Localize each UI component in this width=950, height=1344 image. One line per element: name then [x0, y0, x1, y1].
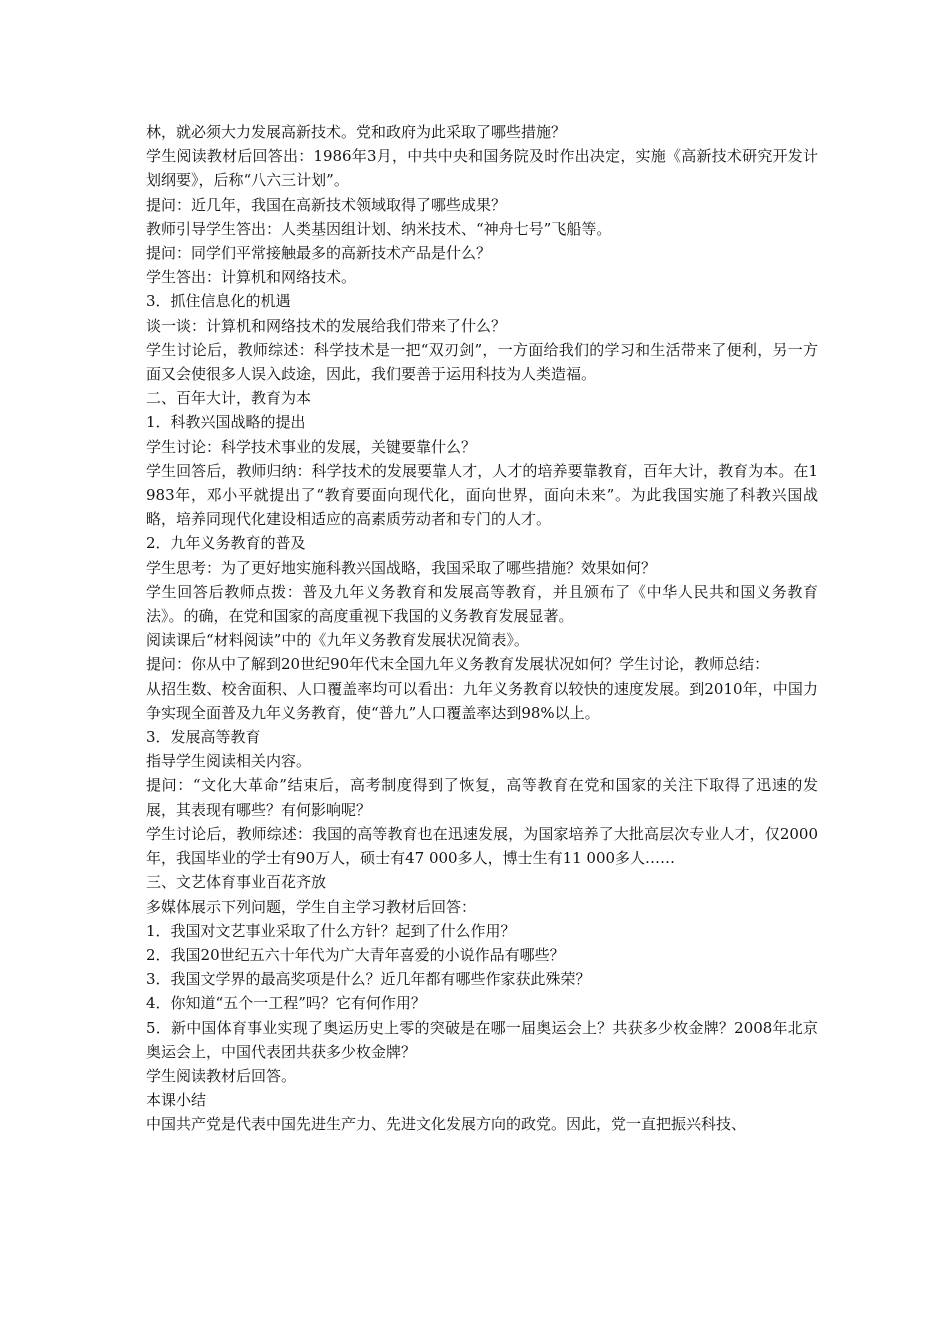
paragraph-18: 提问：你从中了解到20世纪90年代末全国九年义务教育发展状况如何？学生讨论，教师总结： — [146, 655, 770, 674]
summary-heading: 本课小结 — [146, 1091, 207, 1110]
paragraph-16: 学生回答后教师点拨：普及九年义务教育和发展高等教育，并且颁布了《中华人民共和国义务教育法》。的确，在党和国家的高度重视下我国的义务教育发展显著。 — [146, 582, 818, 626]
paragraph-2: 学生阅读教材后回答出：1986年3月，中共中央和国务院及时作出决定，实施《高新技术研究开发计划纲要》，后称“八六三计划”。 — [146, 147, 818, 190]
paragraph-25: 多媒体展示下列问题，学生自主学习教材后回答： — [146, 897, 477, 916]
paragraph-19: 从招生数、校舍面积、人口覆盖率均可以看出：九年义务教育以较快的速度发展。到2010年，中国力争实现全面普及九年义务教育，使“普九”人口覆盖率达到98%以上。 — [146, 679, 818, 722]
paragraph-13: 学生回答后，教师归纳：科学技术的发展要靠人才，人才的培养要靠教育，百年大计，教育为本。在1983年，邓小平就提出了“教育要面向现代化，面向世界，面向未来”。为此我国实施了科教兴国战略，培养同现代化建设相适应的高素质劳动者和专门的人才。 — [146, 461, 818, 529]
paragraph-1: 林，就必须大力发展高新技术。党和政府为此采取了哪些措施？ — [146, 123, 567, 141]
paragraph-5: 提问：同学们平常接触最多的高新技术产品是什么？ — [146, 244, 492, 263]
paragraph-17: 阅读课后“材料阅读”中的《九年义务教育发展状况简表》。 — [146, 631, 529, 650]
section-heading-3: 三、文艺体育事业百花齐放 — [146, 873, 327, 892]
question-2: 2．我国20世纪五六十年代为广大青年喜爱的小说作品有哪些？ — [146, 945, 565, 964]
section-heading-2: 二、百年大计，教育为本 — [146, 389, 312, 408]
section-heading-2-3: 3．发展高等教育 — [146, 728, 261, 747]
paragraph-6: 学生答出：计算机和网络技术。 — [146, 268, 357, 287]
paragraph-3: 提问：近几年，我国在高新技术领域取得了哪些成果？ — [146, 195, 507, 214]
section-heading-2-2: 2．九年义务教育的普及 — [146, 534, 306, 553]
paragraph-8: 谈一谈：计算机和网络技术的发展给我们带来了什么？ — [146, 316, 507, 335]
question-1: 1．我国对文艺事业采取了什么方针？起到了什么作用？ — [146, 921, 516, 940]
paragraph-9: 学生讨论后，教师综述：科学技术是一把“双刃剑”，一方面给我们的学习和生活带来了便利，另一方面又会使很多人误入歧途，因此，我们要善于运用科技为人类造福。 — [146, 340, 818, 384]
paragraph-23: 学生讨论后，教师综述：我国的高等教育也在迅速发展，为国家培养了大批高层次专业人才，仅2000年，我国毕业的学士有90万人，硕士有47 000多人，博士生有11 000多人…… — [146, 824, 818, 868]
question-3: 3．我国文学界的最高奖项是什么？近几年都有哪些作家获此殊荣？ — [146, 970, 591, 989]
paragraph-12: 学生讨论：科学技术事业的发展，关键要靠什么？ — [146, 437, 477, 456]
paragraph-33: 中国共产党是代表中国先进生产力、先进文化发展方向的政党。因此，党一直把振兴科技、 — [146, 1115, 747, 1134]
section-heading-2-1: 1．科教兴国战略的提出 — [146, 413, 306, 432]
question-5: 5．新中国体育事业实现了奥运历史上零的突破是在哪一届奥运会上？共获多少枚金牌？2008年北京奥运会上，中国代表团共获多少枚金牌？ — [146, 1018, 818, 1061]
paragraph-22: 提问：“文化大革命”结束后，高考制度得到了恢复，高等教育在党和国家的关注下取得了迅速的发展，其表现有哪些？有何影响呢？ — [146, 776, 818, 819]
paragraph-4: 教师引导学生答出：人类基因组计划、纳米技术、“神舟七号”飞船等。 — [146, 219, 612, 238]
paragraph-31: 学生阅读教材后回答。 — [146, 1066, 297, 1085]
section-heading-3-1: 3．抓住信息化的机遇 — [146, 292, 291, 311]
paragraph-15: 学生思考：为了更好地实施科教兴国战略，我国采取了哪些措施？效果如何？ — [146, 558, 657, 577]
document-body — [146, 120, 818, 1137]
question-4: 4．你知道“五个一工程”吗？它有何作用？ — [146, 994, 426, 1013]
paragraph-21: 指导学生阅读相关内容。 — [146, 752, 312, 771]
